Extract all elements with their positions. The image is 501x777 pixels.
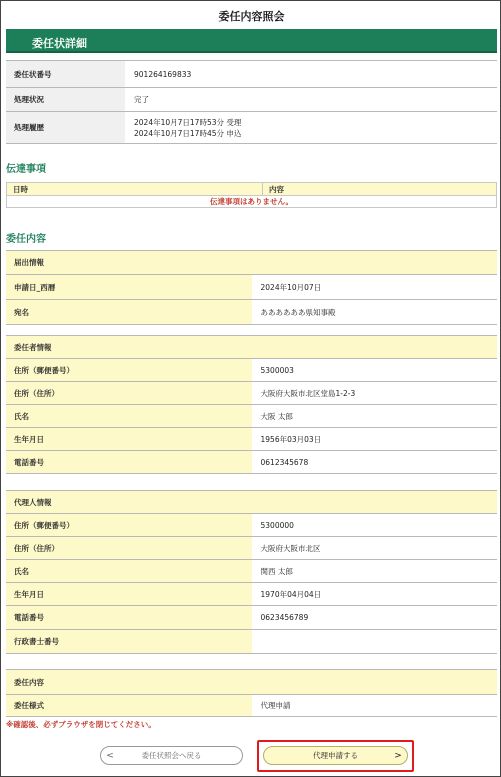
history-line: 2024年10月7日17時53分 受理 [134,117,242,127]
field-value: 大阪府大阪市北区 [252,537,498,560]
field-value: 代理申請 [252,695,498,717]
field-label: 氏名 [6,560,252,583]
table-row [6,514,497,537]
field-value: 1970年04月04日 [252,583,498,606]
table-row [6,630,497,654]
back-to-inquiry-button[interactable] [100,746,243,765]
proxy-apply-button[interactable] [263,746,408,765]
group-header-row [6,251,497,275]
field-label: 生年月日 [6,428,252,451]
group-header-filing: 届出情報 [6,251,497,275]
table-row [6,382,497,405]
close-browser-warning: ※確認後、必ずブラウザを閉じてください。 [6,720,156,729]
field-label: 宛名 [6,300,252,325]
group-header-row [6,491,497,514]
field-label: 住所（郵便番号） [6,514,252,537]
field-value: 1956年03月03日 [252,428,498,451]
field-value: 2024年10月07日 [252,275,498,300]
filing-table [6,250,497,325]
field-value [125,112,497,144]
group-header-content: 委任内容 [6,670,497,695]
field-label: 行政書士番号 [6,630,252,654]
field-label: 住所（住所） [6,537,252,560]
table-row [6,560,497,583]
table-row [6,583,497,606]
field-label: 委任様式 [6,695,252,717]
table-row [6,300,497,325]
field-label: 電話番号 [6,451,252,474]
field-label: 氏名 [6,405,252,428]
field-value: 5300003 [252,359,498,382]
detail-table [6,60,497,144]
group-header-agent: 代理人情報 [6,491,497,514]
field-value: 大阪府大阪市北区堂島1-2-3 [252,382,498,405]
field-label: 委任状番号 [6,61,125,88]
chevron-right-icon: > [394,750,402,761]
field-value: 完了 [125,88,497,112]
chevron-left-icon: < [106,750,114,761]
table-row [6,606,497,630]
column-header-datetime: 日時 [7,183,263,196]
field-value: ああああああ県知事殿 [252,300,498,325]
table-row [6,695,497,717]
table-row [6,359,497,382]
field-value [252,630,498,654]
table-row [6,451,497,474]
delegator-table [6,335,497,474]
field-value: 関西 太郎 [252,560,498,583]
field-value: 0623456789 [252,606,498,630]
proxy-apply-button-label: 代理申請する [313,751,358,760]
delegation-title: 委任内容 [6,234,46,245]
table-row [6,88,497,112]
field-label: 処理履歴 [6,112,125,144]
field-value: 901264169833 [125,61,497,88]
column-header-content: 内容 [263,183,497,196]
field-label: 住所（住所） [6,382,252,405]
table-row [7,196,497,208]
group-header-row [6,336,497,359]
agent-table [6,490,497,654]
group-header-delegator: 委任者情報 [6,336,497,359]
field-value: 0612345678 [252,451,498,474]
field-value: 大阪 太郎 [252,405,498,428]
content-table [6,669,497,717]
notice-title: 伝達事項 [6,164,46,175]
table-row [6,275,497,300]
field-label: 処理状況 [6,88,125,112]
notice-table [6,182,497,208]
table-row [6,112,497,144]
field-value: 5300000 [252,514,498,537]
page-title: 委任内容照会 [218,10,285,23]
back-button-label: 委任状照会へ戻る [141,751,202,760]
field-label: 電話番号 [6,606,252,630]
history-line: 2024年10月7日17時45分 申込 [134,128,242,138]
empty-notice-message: 伝達事項はありません。 [7,196,497,208]
table-header-row [7,183,497,196]
field-label: 住所（郵便番号） [6,359,252,382]
table-row [6,61,497,88]
field-label: 申請日_西暦 [6,275,252,300]
detail-header: 委任状詳細 [6,29,497,53]
table-row [6,428,497,451]
table-row [6,537,497,560]
group-header-row [6,670,497,695]
field-label: 生年月日 [6,583,252,606]
table-row [6,405,497,428]
